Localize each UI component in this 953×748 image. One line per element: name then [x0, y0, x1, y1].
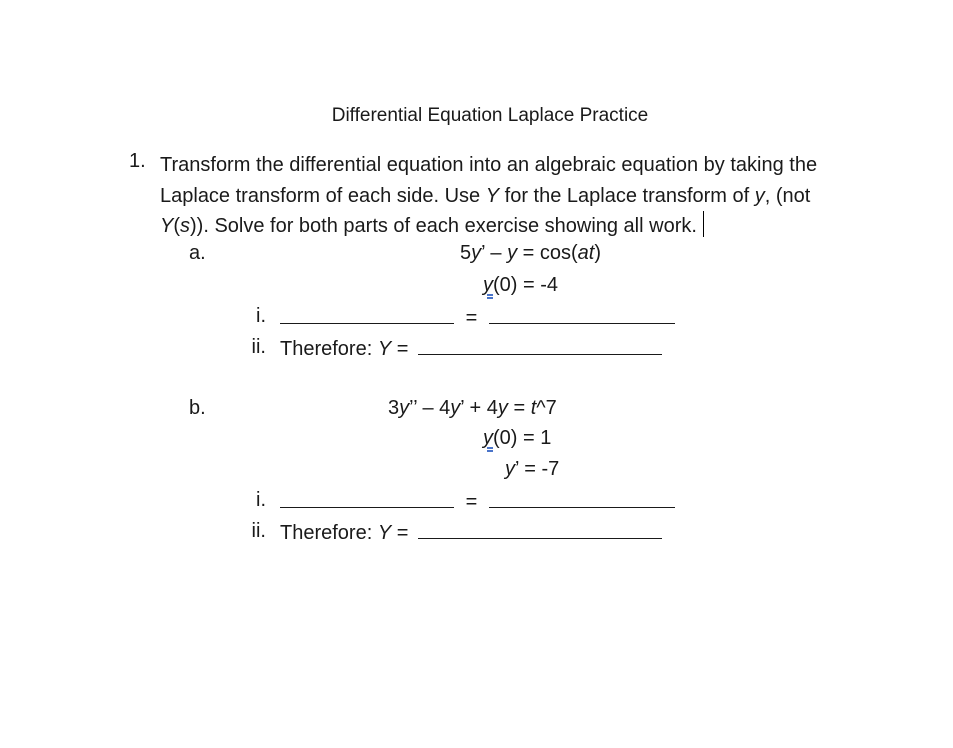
- part-a-equals: =: [465, 307, 478, 329]
- part-a-sub-i-label: i.: [256, 305, 266, 327]
- part-a-label: a.: [189, 242, 206, 264]
- part-a-sub-i-line: [280, 305, 675, 330]
- text-cursor: [703, 211, 704, 237]
- part-a-therefore: Therefore: Y =: [280, 338, 409, 360]
- part-b-equation: 3y’’ – 4y’ + 4y = t^7: [388, 397, 557, 419]
- part-b-sub-i-label: i.: [256, 489, 266, 511]
- part-a-lhs-blank[interactable]: [280, 305, 454, 324]
- question-line-2: Laplace transform of each side. Use Y for the Laplace transform of y, (not: [160, 184, 811, 207]
- question-line-3: Y(s)). Solve for both parts of each exercise showing all work.: [160, 211, 890, 242]
- part-b-label: b.: [189, 397, 206, 419]
- part-b-equals: =: [465, 491, 478, 513]
- part-b-lhs-blank[interactable]: [280, 489, 454, 508]
- part-a-equation: 5y’ – y = cos(at): [460, 242, 601, 264]
- part-b-answer-blank[interactable]: [418, 520, 662, 539]
- question-number: 1.: [129, 150, 146, 172]
- page-title: Differential Equation Laplace Practice: [331, 105, 649, 126]
- part-a-condition-1: y(0) = -4: [483, 274, 559, 296]
- part-b-sub-ii-line: [280, 520, 662, 545]
- question-line-1: Transform the differential equation into an algebraic equation by taking the: [160, 154, 818, 176]
- part-b-sub-i-line: [280, 489, 675, 514]
- part-a-answer-blank[interactable]: [418, 336, 662, 355]
- part-a-sub-ii-label: ii.: [251, 336, 266, 358]
- part-a-sub-ii-line: [280, 336, 662, 361]
- part-b-condition-1: y(0) = 1: [483, 427, 552, 449]
- part-b-therefore: Therefore: Y =: [280, 522, 409, 544]
- part-a-rhs-blank[interactable]: [489, 305, 675, 324]
- part-b-sub-ii-label: ii.: [251, 520, 266, 542]
- part-b-rhs-blank[interactable]: [489, 489, 675, 508]
- question-text[interactable]: [160, 150, 890, 242]
- part-b-condition-2: y’ = -7: [505, 458, 560, 480]
